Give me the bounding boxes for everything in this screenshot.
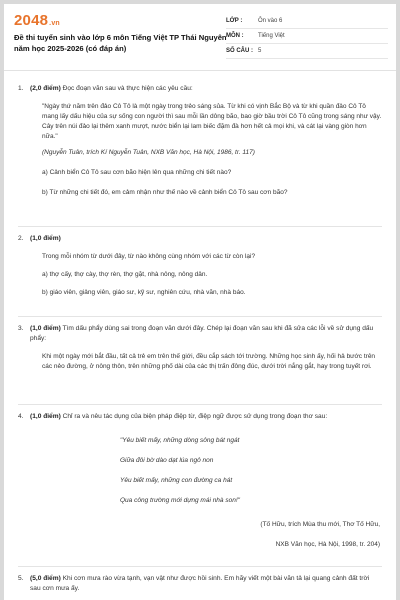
divider [18, 316, 382, 317]
question-number: 4. [18, 413, 24, 420]
question-prompt: Chỉ ra và nêu tác dụng của biện pháp điệp từ, điệp ngữ được sử dụng trong đoạn thơ sau: [62, 413, 328, 420]
question-number: 5. [18, 575, 24, 582]
question-prompt: Đọc đoạn văn sau và thực hiện các yêu cầu: [62, 85, 193, 92]
question-points: (2,0 điểm) [30, 85, 61, 92]
site-logo[interactable] [14, 12, 60, 29]
divider [18, 566, 382, 567]
question-1 [4, 84, 396, 198]
question-number: 3. [18, 325, 24, 332]
logo-text: 2048 [14, 12, 49, 29]
question-2 [4, 234, 396, 298]
poem-source-line-1: (Tố Hữu, trích Mùa thu mới, Thơ Tố Hữu, [260, 521, 380, 528]
poem-line-3: Yêu biết mấy, những con đường ca hát [120, 477, 233, 484]
passage-source: (Nguyễn Tuân, trích Kí Nguyễn Tuân, NXB Văn học, Hà Nội, 1986, tr. 117) [42, 149, 255, 156]
logo-tld: .vn [49, 20, 60, 27]
meta-table [226, 14, 388, 59]
meta-row-count [226, 44, 388, 59]
divider [18, 226, 382, 227]
meta-value: Ôn vào 6 [258, 18, 283, 24]
meta-key: LỚP : [226, 18, 243, 24]
question-prompt: Tìm dấu phẩy dùng sai trong đoạn văn dưới đây. Chép lại đoạn văn sau khi đã sửa các lỗi về sử dụng dấu phẩy: [30, 325, 374, 342]
meta-key: MÔN : [226, 33, 244, 39]
question-number: 1. [18, 85, 24, 92]
meta-value: Tiếng Việt [258, 33, 285, 39]
punctuation-passage: Khi một ngày mới bắt đầu, tất cả trẻ em trên thế giới, đều cắp sách tới trường. Những học sinh ấy, hối hả bước trên các nẻo đường, ở nông thôn, trên những phố dài của các thị trấn đông đúc, dưới trời nắng gắt, hay trong tuyết rơi. [42, 353, 376, 370]
sub-question-b: b) giáo viên, giảng viên, giáo sư, kỹ sư, nghiên cứu, nhà văn, nhà báo. [42, 289, 246, 296]
reading-passage: "Ngày thứ năm trên đảo Cô Tô là một ngày trong trẻo sáng sủa. Từ khi có vịnh Bắc Bộ và từ khi quần đảo Cô Tô mang lấy dấu hiệu của sự sống con người thì sau mỗi lần dông bão, bao giờ bầu trời Cô Tô cũng trong sáng như vậy. Cây trên núi đảo lại thêm xanh mượt, nước biển lại lam biếc đặm đà hơn hết cả mọi khi, và cát lại vàng giòn hơn nữa." [42, 103, 382, 140]
meta-value: 5 [258, 48, 262, 54]
meta-row-class [226, 14, 388, 29]
question-points: (1,0 điểm) [30, 413, 61, 420]
question-5 [4, 574, 396, 594]
question-number: 2. [18, 235, 24, 242]
divider [18, 404, 382, 405]
poem-line-2: Giữa đôi bờ dào dạt lúa ngô non [120, 457, 214, 464]
poem-source-line-2: NXB Văn học, Hà Nội, 1998, tr. 204) [275, 541, 380, 548]
question-4 [4, 412, 396, 550]
question-3 [4, 324, 396, 372]
page-title: Đề thi tuyển sinh vào lớp 6 môn Tiếng Việt TP Thái Nguyên năm học 2025-2026 (có đáp án) [14, 33, 227, 53]
poem-line-1: "Yêu biết mấy, những dòng sông bát ngát [120, 437, 240, 444]
question-points: (5,0 điểm) [30, 575, 61, 582]
meta-row-subject [226, 29, 388, 44]
sub-question-a: a) thợ cấy, thợ cày, thợ rèn, thợ gặt, nhà nông, nông dân. [42, 271, 208, 278]
sub-question-a: a) Cảnh biển Cô Tô sau cơn bão hiện lên qua những chi tiết nào? [42, 169, 232, 176]
question-points: (1,0 điểm) [30, 235, 61, 242]
meta-key: SỐ CÂU : [226, 48, 253, 54]
question-prompt: Khi cơn mưa rào vừa tạnh, vạn vật như được hồi sinh. Em hãy viết một bài văn tả lại quang cảnh đất trời sau cơn mưa ấy. [30, 575, 370, 592]
question-prompt: Trong mỗi nhóm từ dưới đây, từ nào không cùng nhóm với các từ còn lại? [42, 253, 256, 260]
exam-sheet [4, 4, 396, 600]
sub-question-b: b) Từ những chi tiết đó, em cảm nhận như thế nào về cảnh biển Cô Tô sau cơn bão? [42, 189, 288, 196]
poem-line-4: Qua công trường mới dựng mái nhà son!" [120, 497, 240, 504]
document-header [4, 4, 396, 71]
question-points: (1,0 điểm) [30, 325, 61, 332]
